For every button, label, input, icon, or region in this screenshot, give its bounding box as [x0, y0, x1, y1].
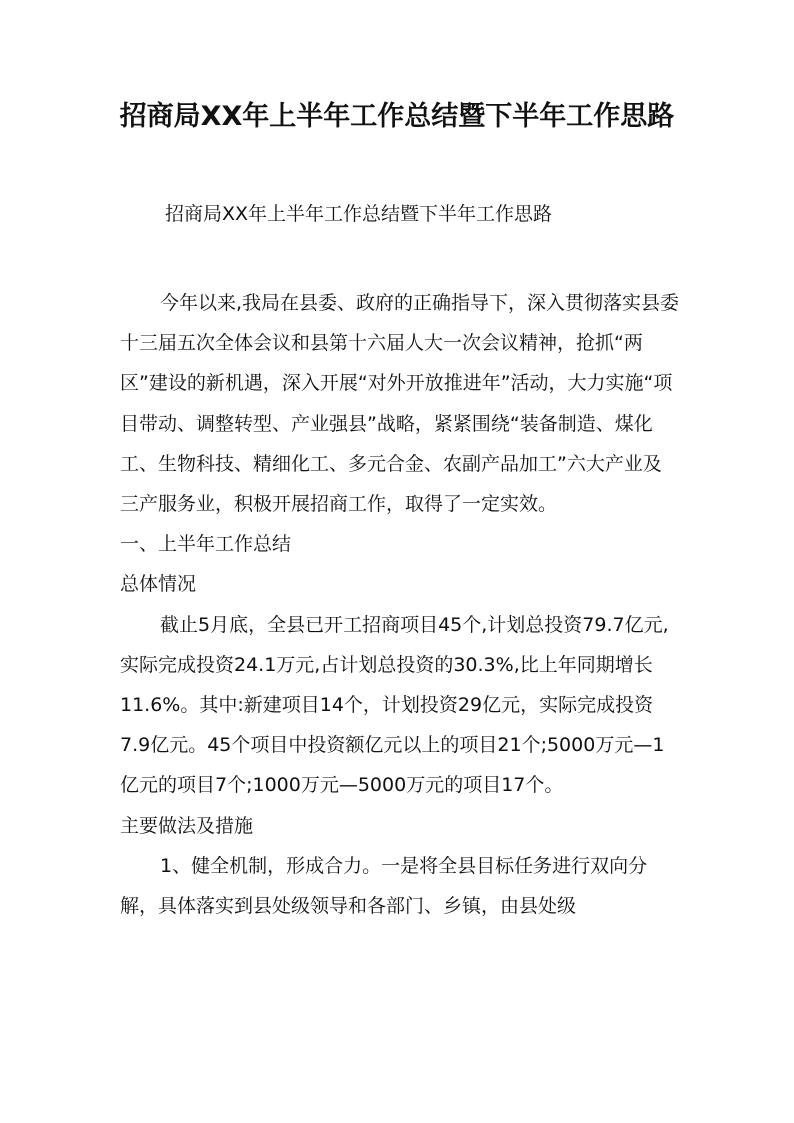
document-subtitle: 招商局XX年上半年工作总结暨下半年工作思路 — [165, 203, 553, 225]
intro-paragraph: 今年以来,我局在县委、政府的正确指导下，深入贯彻落实县委十三届五次全体会议和县第十六届人大一次会议精神，抢抓“两区”建设的新机遇，深入开展“对外开放推进年”活动，大力实施“项目带动、调整转型、产业强县”战略，紧紧围绕“装备制造、煤化工、生物科技、精细化工、多元合金、农副产品加工”六大产业及三产服务业，积极开展招商工作，取得了一定实效。 — [120, 292, 680, 516]
overall-paragraph: 截止5月底，全县已开工招商项目45个,计划总投资79.7亿元,实际完成投资24.1万元,占计划总投资的30.3%,比上年同期增长11.6%。其中:新建项目14个，计划投资29亿元，实际完成投资7.9亿元。45个项目中投资额亿元以上的项目21个;5000万元—1亿元的项目7个;1000万元—5000万元的项目17个。 — [120, 613, 669, 797]
section-heading-first-half-summary: 一、上半年工作总结 — [120, 533, 292, 556]
subsection-heading-overall: 总体情况 — [120, 573, 197, 596]
document-body — [120, 283, 680, 926]
measure-paragraph-1: 1、健全机制，形成合力。一是将全县目标任务进行双向分解，具体落实到县处级领导和各部门、乡镇，由县处级 — [120, 854, 648, 918]
subsection-heading-measures: 主要做法及措施 — [120, 814, 254, 837]
document-title: 招商局XX年上半年工作总结暨下半年工作思路 — [119, 101, 675, 132]
